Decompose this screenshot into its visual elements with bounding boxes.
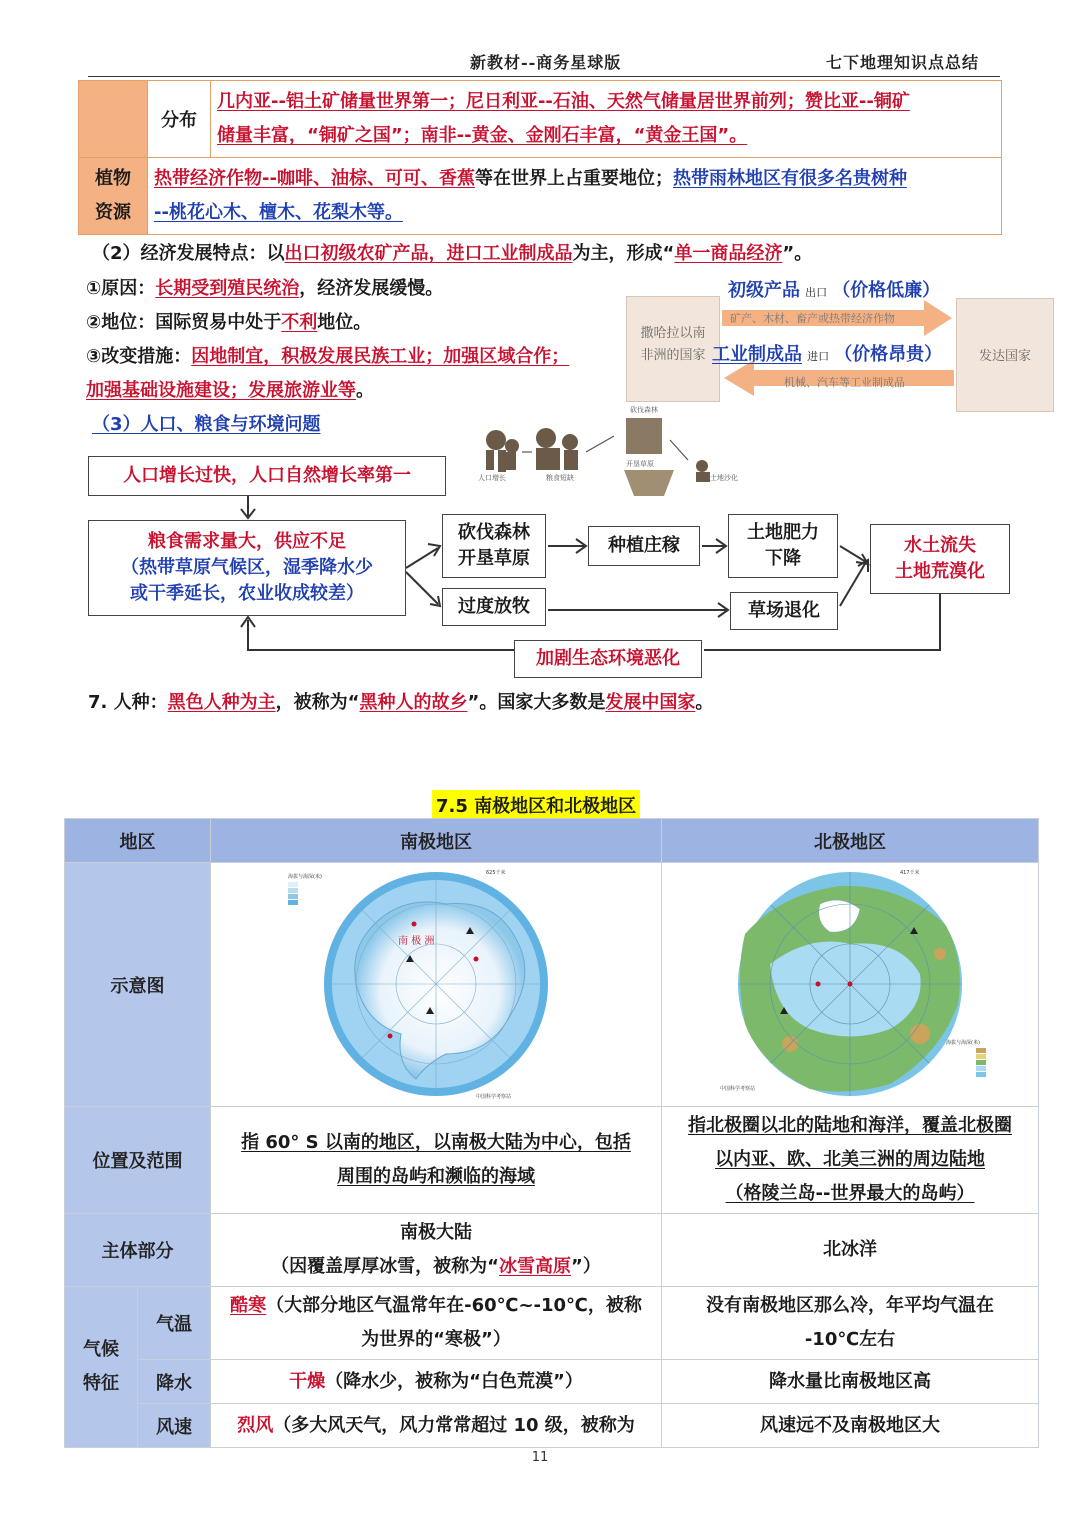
distribution-line-2: 储量丰富，“铜矿之国”；南非--黄金、金刚石丰富，“黄金王国”。 — [217, 125, 748, 146]
extreme-cold: 酷寒 — [230, 1295, 267, 1316]
south-temp-2: 为世界的“寒极”） — [361, 1329, 511, 1350]
row-rain-label: 降水 — [138, 1360, 211, 1404]
manufactured-goods: 工业制成品 — [712, 344, 802, 365]
fertility-label-1: 土地肥力 — [747, 522, 819, 543]
row-map-label: 示意图 — [65, 863, 211, 1107]
south-wind-text: （多大风天气，风力常常超过 10 级，被称为 — [273, 1414, 635, 1436]
flow-overgrazing-box: 过度放牧 — [442, 588, 546, 626]
strong-wind: 烈风 — [237, 1414, 274, 1436]
illus-label-5: 土地沙化 — [710, 474, 738, 482]
flow-arrows — [0, 0, 1080, 700]
rainforest-trees: 热带雨林地区有很多名贵树种 — [672, 168, 907, 189]
cash-crops-status: 等在世界上占重要地位； — [474, 168, 673, 189]
cheap-price: （价格低廉） — [832, 280, 941, 301]
south-main — [211, 1214, 662, 1287]
south-position-1: 指 60° S 以南的地区，以南极大陆为中心，包括 — [241, 1132, 631, 1153]
row-main-label: 主体部分 — [65, 1214, 211, 1287]
section-title: 7.5 南极地区和北极地区 — [432, 790, 640, 820]
reason-rest: ，经济发展缓慢。 — [299, 278, 444, 299]
race-key: 黑色人种为主 — [167, 692, 276, 713]
race-label: 7. 人种： — [88, 692, 168, 713]
reason-label: ①原因： — [86, 278, 156, 299]
north-legend-title: 海拔与海深(米) — [946, 1040, 980, 1046]
south-main-2a: （因覆盖厚厚冰雪，被称为“ — [271, 1256, 499, 1277]
polar-table — [64, 818, 1039, 1448]
import-note: 机械、汽车等工业制成品 — [784, 376, 905, 389]
flow-crops-box: 种植庄稼 — [588, 526, 700, 566]
economy-key: 出口初级农矿产品，进口工业制成品 — [284, 243, 573, 264]
illus-label-3: 砍伐森林 — [630, 406, 658, 414]
row-temp-label: 气温 — [138, 1287, 211, 1360]
expensive-price: （价格昂贵） — [834, 344, 943, 365]
south-temp-1: （大部分地区气温常年在-60℃~-10℃，被称 — [266, 1295, 642, 1316]
flow-population-box: 人口增长过快，人口自然增长率第一 — [88, 456, 446, 496]
illus-label-2: 粮食短缺 — [546, 474, 574, 482]
illus-label-1: 人口增长 — [478, 474, 506, 482]
header-right: 七下地理知识点总结 — [826, 53, 980, 72]
developed-countries-label: 发达国家 — [978, 349, 1031, 364]
food-reason-1: （热带草原气候区，湿季降水少 — [121, 557, 373, 578]
antarctica-map — [286, 864, 586, 1100]
single-commodity-economy: 单一商品经济 — [674, 243, 783, 264]
south-main-2c: ”） — [571, 1256, 601, 1277]
measures-key-1: 因地制宜，积极发展民族工业；加强区域合作； — [191, 346, 570, 367]
dry-label: 干燥 — [289, 1370, 326, 1392]
distribution-line-1: 几内亚--铝土矿储量世界第一；尼日利亚--石油、天然气储量居世界前列；赞比亚--铜矿 — [217, 91, 910, 112]
header-region: 地区 — [65, 819, 211, 863]
north-temp-1: 没有南极地区那么冷，年平均气温在 — [706, 1295, 994, 1316]
export-note: 矿产、木材、畜产或热带经济作物 — [730, 312, 895, 325]
page-number: 11 — [531, 1450, 549, 1465]
header-south: 南极地区 — [211, 819, 662, 863]
erosion-label: 水土流失 — [904, 535, 976, 556]
measures-key-2: 加强基础设施建设；发展旅游业等 — [86, 380, 356, 401]
plant-label-b: 资源 — [95, 202, 131, 223]
status-key: 不利 — [281, 312, 318, 333]
desertification-label: 土地荒漠化 — [895, 561, 985, 582]
header-north: 北极地区 — [662, 819, 1039, 863]
food-reason-2: 或干季延长，农业收成较差） — [130, 583, 364, 604]
row-position-label: 位置及范围 — [65, 1107, 211, 1214]
north-position-3: （格陵兰岛--世界最大的岛屿） — [725, 1183, 975, 1204]
distribution-label: 分布 — [148, 81, 211, 158]
deforest-label: 砍伐森林 — [458, 522, 530, 543]
reason-key: 长期受到殖民统治 — [155, 278, 300, 299]
plant-label-a: 植物 — [95, 168, 131, 189]
tree-species: --桃花心木、檀木、花梨木等。 — [154, 202, 403, 223]
north-position — [662, 1107, 1039, 1214]
north-temp — [662, 1287, 1039, 1360]
south-main-1: 南极大陆 — [400, 1222, 472, 1243]
row-wind-label: 风速 — [138, 1404, 211, 1448]
measures-end: 。 — [356, 380, 374, 401]
south-position — [211, 1107, 662, 1214]
developing-countries: 发展中国家 — [605, 692, 696, 713]
africa-countries-label: 撒哈拉以南非洲的国家 — [640, 326, 706, 363]
continent-label: 南 极 洲 — [398, 936, 435, 947]
climate-label-a: 气候 — [83, 1339, 119, 1360]
race-mid-2: ”。国家大多数是 — [467, 692, 606, 713]
south-legend-swatches — [288, 882, 298, 905]
south-legend-title: 海拔与海深(米) — [288, 874, 322, 880]
north-legend-bottom: 中国科学考察站 — [720, 1086, 756, 1092]
north-map-cell — [662, 863, 1039, 1107]
header-left: 新教材--商务星球版 — [470, 53, 622, 72]
status-label: ②地位：国际贸易中处于 — [86, 312, 282, 333]
south-rain — [211, 1360, 662, 1404]
flow-grassland-box: 草场退化 — [730, 592, 838, 630]
ice-plateau: 冰雪高原 — [499, 1256, 571, 1277]
race-end: 。 — [695, 692, 714, 713]
reclaim-label: 开垦草原 — [458, 548, 530, 569]
north-rain: 降水量比南极地区高 — [662, 1360, 1039, 1404]
import-word: 进口 — [807, 350, 830, 363]
race-homeland: 黑种人的故乡 — [359, 692, 468, 713]
south-position-2: 周围的岛屿和濒临的海域 — [337, 1166, 535, 1187]
measures-label: ③改变措施： — [86, 346, 192, 367]
south-rain-text: （降水少，被称为“白色荒漠”） — [325, 1370, 583, 1392]
north-scale: 417千米 — [900, 870, 920, 876]
economy-prefix: （2）经济发展特点：以 — [92, 243, 285, 264]
north-wind: 风速远不及南极地区大 — [662, 1404, 1039, 1448]
north-temp-2: -10℃左右 — [804, 1329, 896, 1350]
south-wind — [211, 1404, 662, 1448]
cash-crops: 热带经济作物--咖啡、油棕、可可、香蕉 — [154, 168, 475, 189]
flow-ecology-box: 加剧生态环境恶化 — [514, 640, 702, 678]
climate-label-b: 特征 — [83, 1373, 119, 1394]
north-legend-swatches — [976, 1048, 986, 1077]
row-climate-label — [65, 1287, 138, 1448]
south-temp — [211, 1287, 662, 1360]
north-position-2: 以内亚、欧、北美三洲的周边陆地 — [715, 1149, 985, 1170]
economy-mid: 为主，形成“ — [572, 243, 675, 264]
north-main: 北冰洋 — [662, 1214, 1039, 1287]
population-section-title: （3）人口、粮食与环境问题 — [92, 414, 321, 435]
north-position-1: 指北极圈以北的陆地和海洋，覆盖北极圈 — [688, 1115, 1012, 1136]
south-legend-bottom: 中国科学考察站 — [476, 1094, 512, 1100]
south-map-cell — [211, 863, 662, 1107]
export-word: 出口 — [805, 286, 828, 299]
primary-products: 初级产品 — [728, 280, 800, 301]
food-demand: 粮食需求量大，供应不足 — [148, 531, 346, 552]
race-mid: ，被称为“ — [275, 692, 360, 713]
illus-label-4: 开垦草原 — [626, 460, 654, 468]
fertility-label-2: 下降 — [765, 548, 801, 569]
race-line — [88, 686, 713, 720]
arctic-map — [700, 864, 1000, 1100]
south-scale: 625千米 — [486, 870, 506, 876]
status-rest: 地位。 — [317, 312, 372, 333]
economy-end: ”。 — [782, 243, 813, 264]
